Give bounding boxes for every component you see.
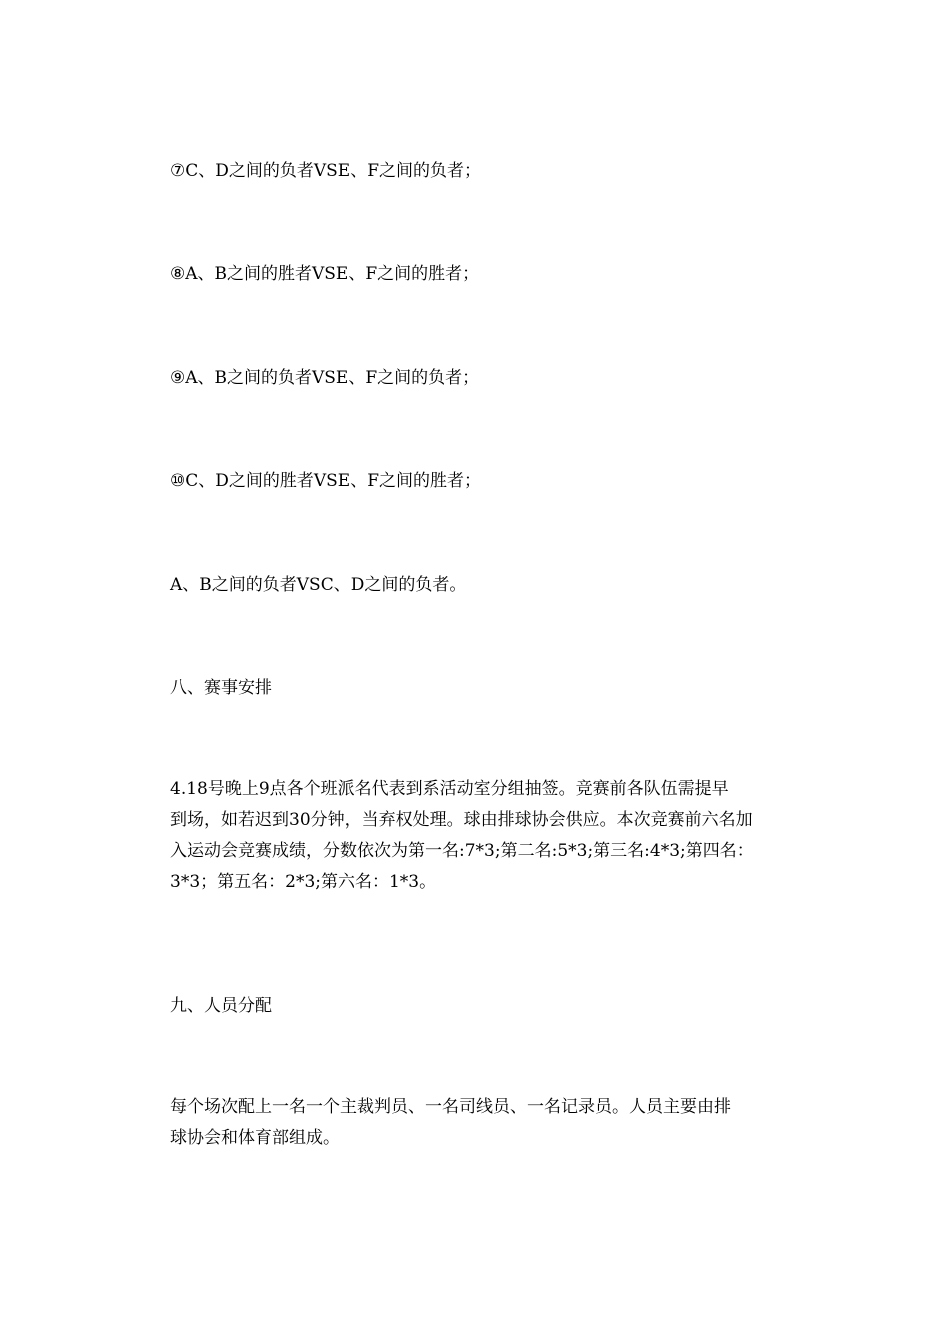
section-9-line-1: 每个场次配上一名一个主裁判员、一名司线员、一名记录员。人员主要由排 <box>170 1097 731 1117</box>
match-item-final: A、B之间的负者VSC、D之间的负者。 <box>170 575 467 595</box>
section-8-line-4: 3*3；第五名：2*3;第六名：1*3。 <box>170 872 437 892</box>
match-item-8: ⑧A、B之间的胜者VSE、F之间的胜者； <box>170 264 480 284</box>
section-8-line-3: 入运动会竞赛成绩，分数依次为第一名:7*3;第二名:5*3;第三名:4*3;第四名： <box>170 841 754 861</box>
section-9-paragraph <box>170 1092 810 1154</box>
match-item-10: ⑩C、D之间的胜者VSE、F之间的胜者； <box>170 471 482 491</box>
section-8-heading: 八、赛事安排 <box>170 678 272 698</box>
match-item-9: ⑨A、B之间的负者VSE、F之间的负者； <box>170 368 480 388</box>
section-8-line-1: 4.18号晚上9点各个班派名代表到系活动室分组抽签。竞赛前各队伍需提早 <box>170 779 729 799</box>
section-8-line-2: 到场，如若迟到30分钟，当弃权处理。球由排球协会供应。本次竞赛前六名加 <box>170 810 753 830</box>
section-8-paragraph <box>170 774 810 898</box>
section-9-heading: 九、人员分配 <box>170 996 272 1016</box>
match-item-7: ⑦C、D之间的负者VSE、F之间的负者； <box>170 161 482 181</box>
section-9-line-2: 球协会和体育部组成。 <box>170 1128 340 1148</box>
